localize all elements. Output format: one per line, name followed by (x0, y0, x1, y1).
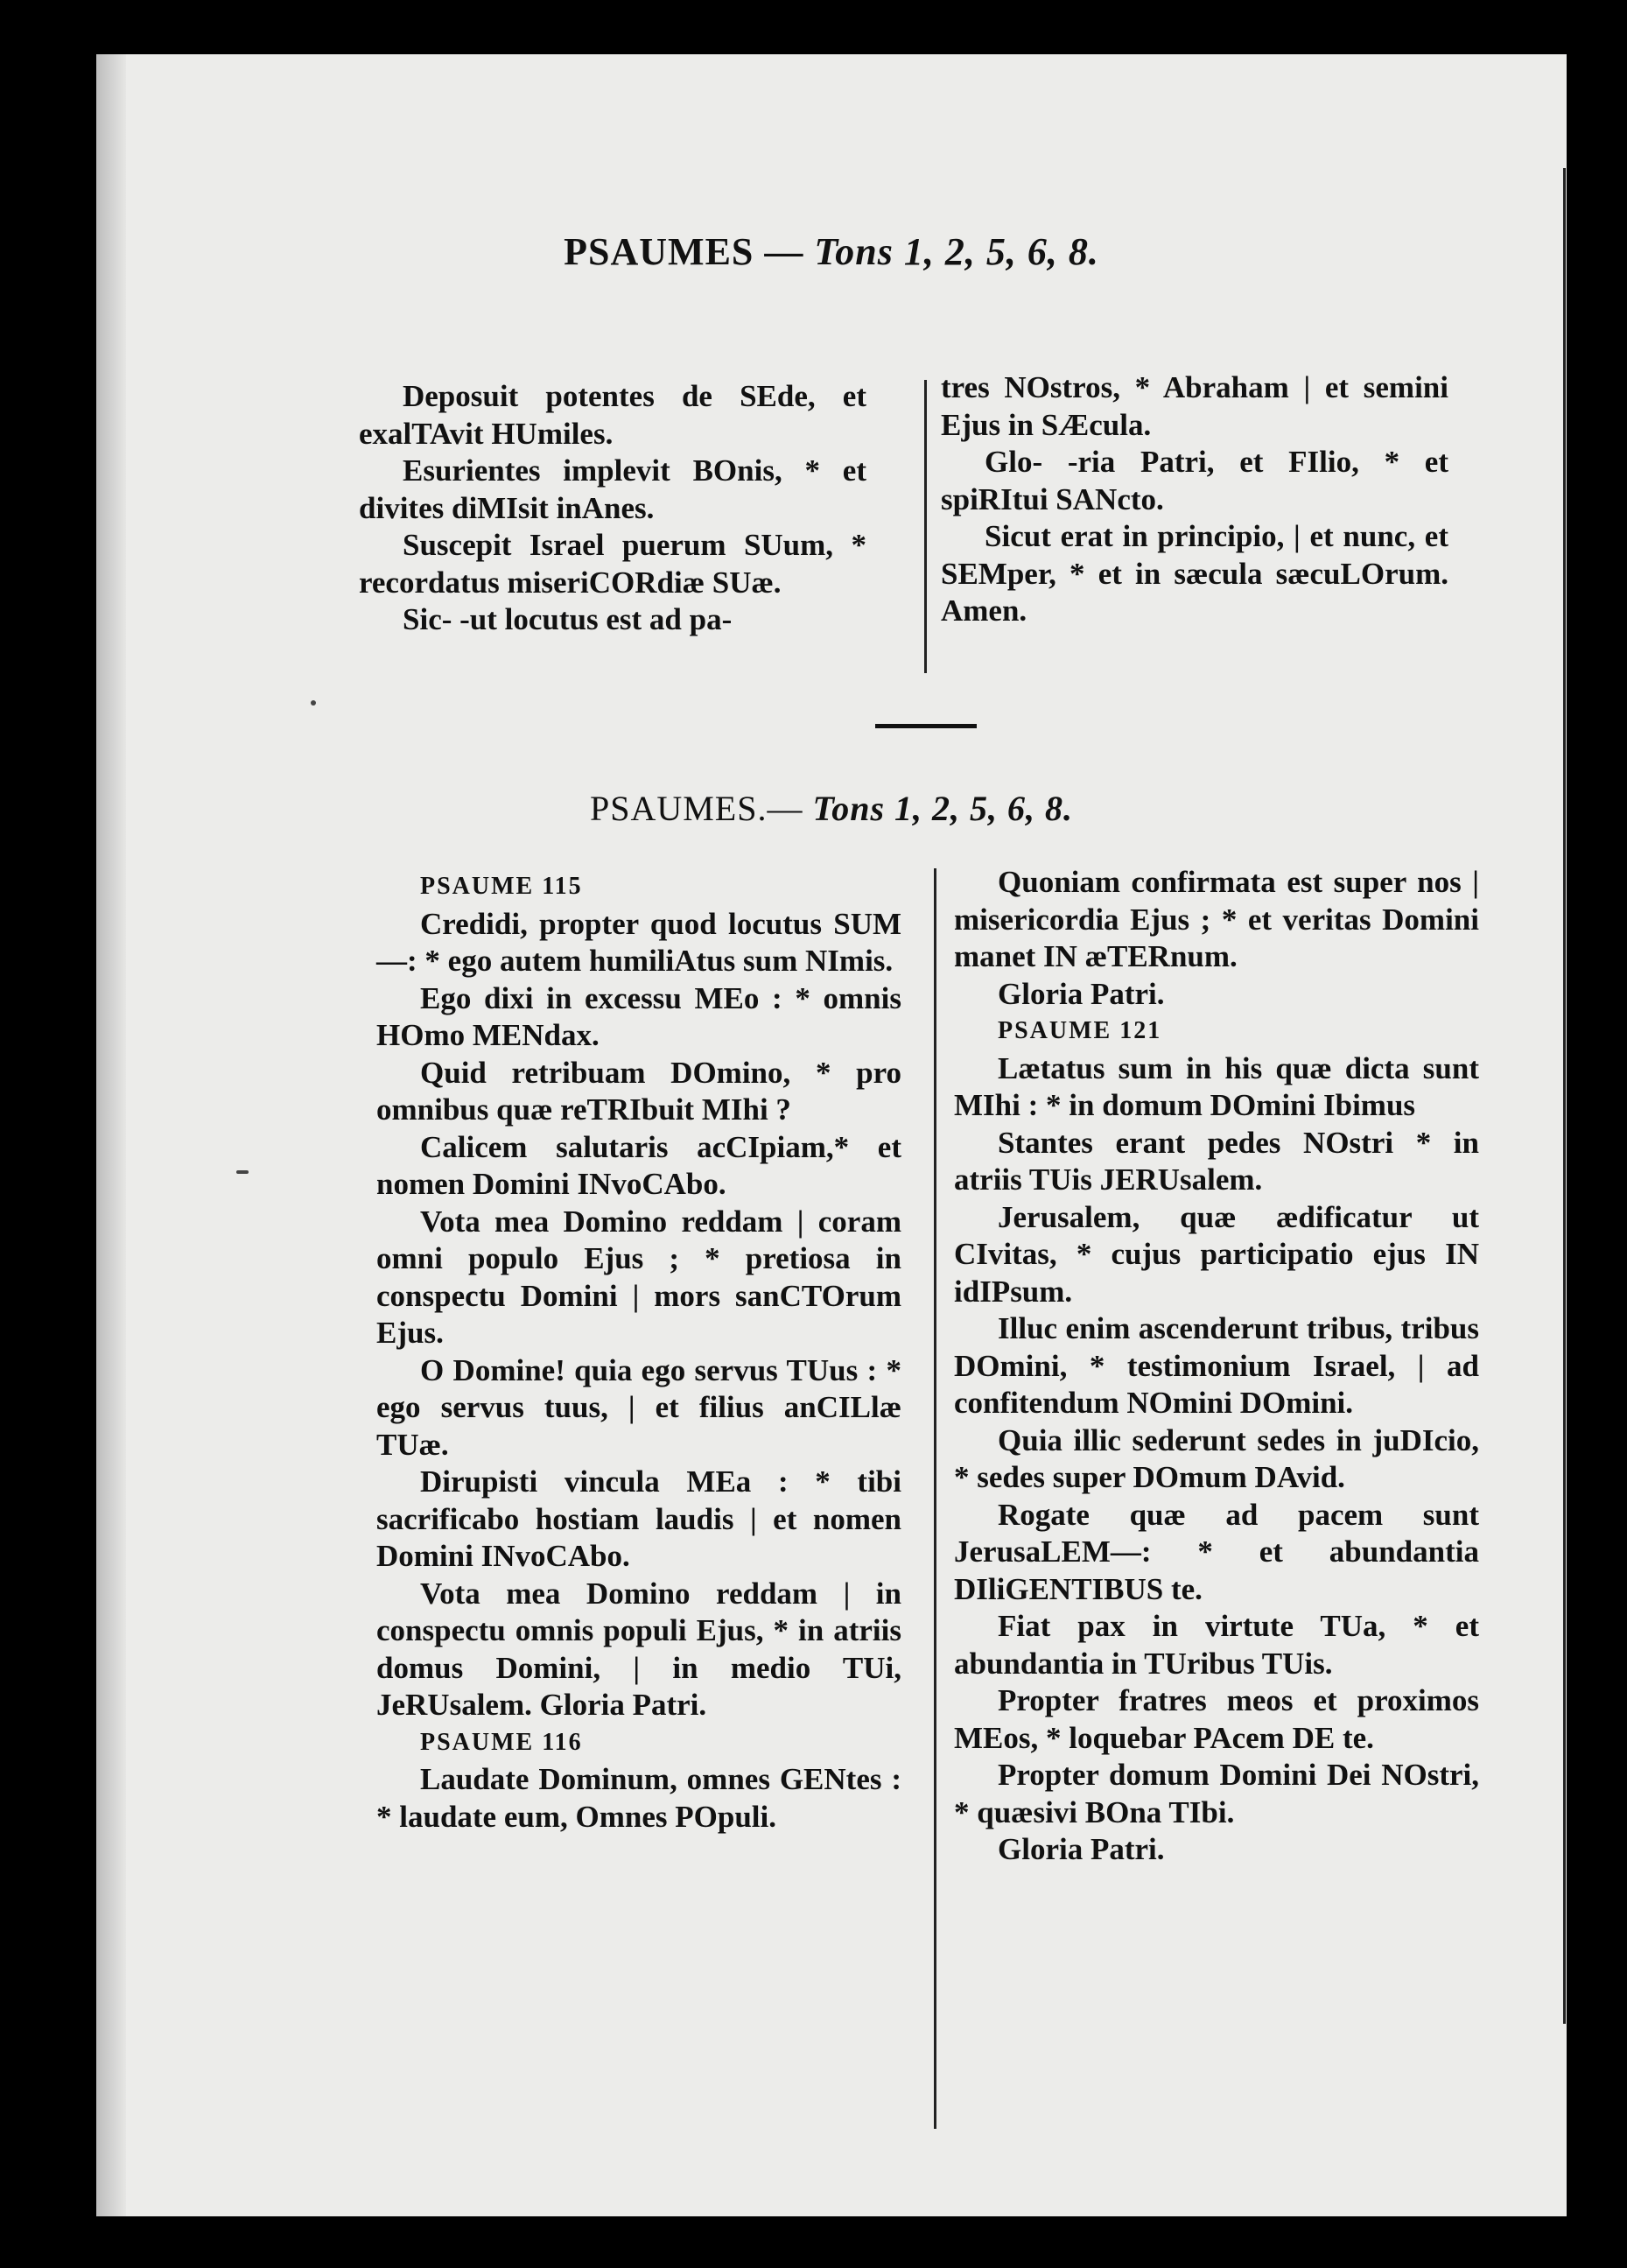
top-title-text: PSAUMES — (564, 230, 804, 273)
psalm-121-heading: PSAUME 121 (998, 1017, 1162, 1044)
verse: Suscepit Israel puerum SUum, * recordatus miseriCORdiæ SUæ. (359, 528, 866, 600)
verse: Sicut erat in principio, | et nunc, et SEMper, * et in sæcula sæcuLOrum. Amen. (941, 519, 1448, 628)
verse: Propter domum Domini Dei NOstri, * quæsivi BOna TIbi. (954, 1758, 1479, 1829)
verse: Gloria Patri. (998, 976, 1165, 1011)
verse: Deposuit potentes de SEde, et exalTAvit HUmiles. (359, 379, 866, 451)
main-title-tones: Tons 1, 2, 5, 6, 8. (812, 789, 1074, 828)
scanned-page (96, 54, 1567, 2216)
verse: Lætatus sum in his quæ dicta sunt MIhi : * in domum DOmini Ibimus (954, 1050, 1479, 1122)
verse: Calicem salutaris acCIpiam,* et nomen Domini INvoCAbo. (376, 1129, 901, 1201)
verse: Vota mea Domino reddam | in conspectu omnis populi Ejus, * in atriis domus Domini, | in medio TUi, JeRUsalem. Gloria Patri. (376, 1576, 901, 1722)
verse: Dirupisti vincula MEa : * tibi sacrificabo hostiam laudis | et nomen Domini INvoCAbo. (376, 1464, 901, 1573)
verse: Esurientes implevit BOnis, * et divites diMIsit inAnes. (359, 453, 866, 525)
verse: Quid retribuam DOmino, * pro omnibus quæ reTRIbuit MIhi ? (376, 1055, 901, 1127)
section-divider (875, 724, 977, 728)
verse: Jerusalem, quæ ædificatur ut CIvitas, * cujus participatio ejus IN idIPsum. (954, 1199, 1479, 1309)
verse: Vota mea Domino reddam | coram omni populo Ejus ; * pretiosa in conspectu Domini | mors sanCTOrum Ejus. (376, 1204, 901, 1350)
verse: O Domine! quia ego servus TUus : * ego servus tuus, | et filius anCILlæ TUæ. (376, 1352, 901, 1462)
top-title-tones: Tons 1, 2, 5, 6, 8. (814, 230, 1099, 273)
verse: Gloria Patri. (998, 1832, 1165, 1866)
verse: Quia illic sederunt sedes in juDIcio, * sedes super DOmum DAvid. (954, 1422, 1479, 1494)
top-section-title (96, 229, 1567, 274)
main-section-title (96, 788, 1567, 829)
verse: Stantes erant pedes NOstri * in atriis TUis JERUsalem. (954, 1125, 1479, 1197)
page-edge-shadow (96, 54, 126, 2216)
verse: Quoniam confirmata est super nos | misericordia Ejus ; * et veritas Domini manet IN æTERnum. (954, 865, 1479, 973)
verse: Propter fratres meos et proximos MEos, * loquebar PAcem DE te. (954, 1683, 1479, 1755)
verse: Fiat pax in virtute TUa, * et abundantia in TUribus TUis. (954, 1609, 1479, 1681)
psalm-116-heading: PSAUME 116 (420, 1728, 583, 1756)
verse: Laudate Dominum, omnes GENtes : * laudate eum, Omnes POpuli. (376, 1762, 901, 1834)
verse: Illuc enim ascenderunt tribus, tribus DOmini, * testimonium Israel, | ad confitendum NOmini DOmini. (954, 1311, 1479, 1420)
main-right-column (954, 864, 1479, 1869)
main-column-divider (934, 868, 936, 2129)
top-right-column (941, 369, 1448, 630)
main-left-column (376, 868, 901, 1836)
verse: Credidi, propter quod locutus SUM—: * ego autem humiliAtus sum NImis. (376, 906, 901, 978)
scan-speck (311, 700, 316, 706)
main-title-text: PSAUMES.— (589, 789, 803, 828)
top-column-divider (924, 380, 927, 673)
verse: Ego dixi in excessu MEo : * omnis HOmo MENdax. (376, 980, 901, 1052)
verse: Rogate quæ ad pacem sunt JerusaLEM—: * et abundantia DIliGENTIBUS te. (954, 1497, 1479, 1606)
psalm-115-heading: PSAUME 115 (420, 873, 583, 900)
verse: Sic- -ut locutus est ad pa- (403, 602, 733, 636)
page-right-border (1563, 168, 1566, 2024)
verse: Glo- -ria Patri, et FIlio, * et spiRItui SANcto. (941, 445, 1448, 516)
verse: tres NOstros, * Abraham | et semini Ejus in SÆcula. (941, 370, 1448, 442)
top-left-column (359, 378, 866, 639)
scan-speck (236, 1170, 249, 1174)
